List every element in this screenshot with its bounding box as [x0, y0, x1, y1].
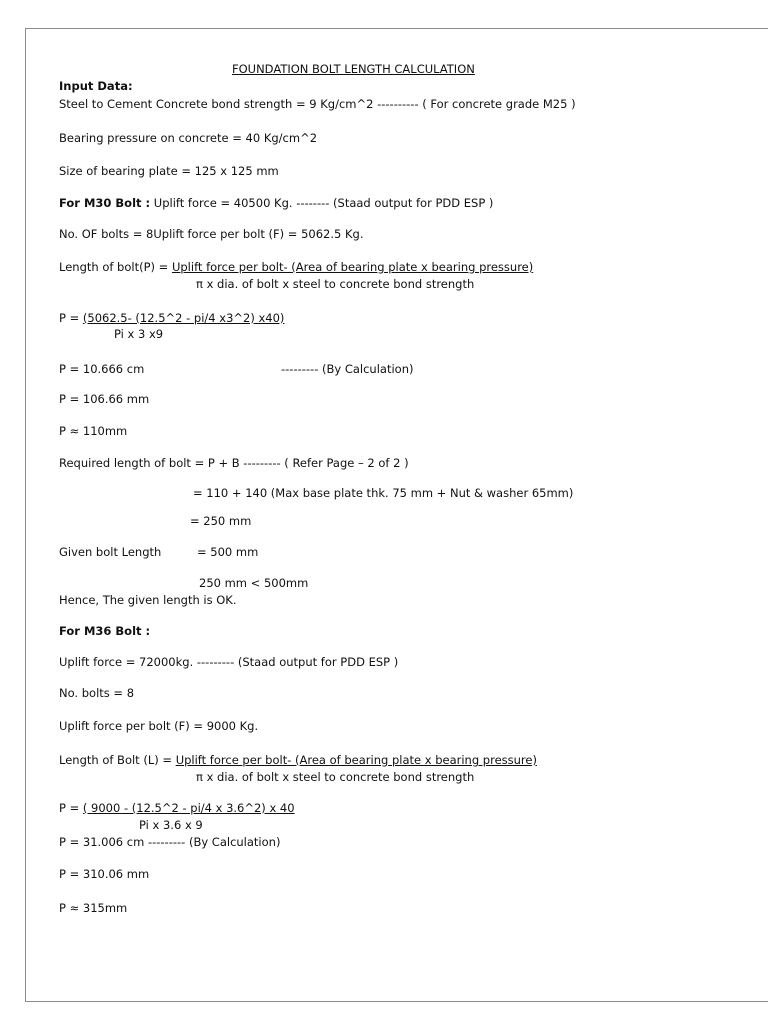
m30-required-length: Required length of bolt = P + B --------- ( Refer Page – 2 of 2 ) — [59, 456, 409, 470]
m30-length-label: Length of bolt(P) = — [59, 260, 172, 274]
m30-p-mm: P = 106.66 mm — [59, 392, 150, 406]
m36-per-bolt: Uplift force per bolt (F) = 9000 Kg. — [59, 719, 259, 733]
m36-p-formula — [59, 801, 295, 815]
m36-bolts-count: No. bolts = 8 — [59, 686, 135, 700]
m30-required-total: = 250 mm — [190, 514, 252, 528]
bond-strength-line: Steel to Cement Concrete bond strength = 9 Kg/cm^2 ---------- ( For concrete grade M25 ) — [59, 97, 576, 111]
plate-size-line: Size of bearing plate = 125 x 125 mm — [59, 164, 279, 178]
m36-length-numerator: Uplift force per bolt- (Area of bearing plate x bearing pressure) — [175, 753, 537, 767]
m36-p-cm: P = 31.006 cm --------- (By Calculation) — [59, 835, 281, 849]
m30-given-value: = 500 mm — [197, 545, 259, 559]
m36-p-numerator: ( 9000 - (12.5^2 - pi/4 x 3.6^2) x 40 — [82, 801, 295, 815]
m30-p-label: P = — [59, 311, 83, 325]
m30-conclusion: Hence, The given length is OK. — [59, 593, 237, 607]
m36-p-denominator: Pi x 3.6 x 9 — [139, 818, 203, 832]
m36-length-denominator: π x dia. of bolt x steel to concrete bond strength — [196, 770, 475, 784]
m36-p-approx: P ≈ 315mm — [59, 901, 128, 915]
m30-length-formula — [59, 260, 533, 274]
m30-required-sum: = 110 + 140 (Max base plate thk. 75 mm + Nut & washer 65mm) — [193, 486, 574, 500]
m36-length-formula — [59, 753, 537, 767]
m30-uplift-text: Uplift force = 40500 Kg. -------- (Staad output for PDD ESP ) — [150, 196, 494, 210]
m36-uplift-line: Uplift force = 72000kg. --------- (Staad output for PDD ESP ) — [59, 655, 399, 669]
m30-p-numerator: (5062.5- (12.5^2 - pi/4 x3^2) x40) — [82, 311, 285, 325]
m36-length-label: Length of Bolt (L) = — [59, 753, 176, 767]
m30-bolts-count: No. OF bolts = 8Uplift force per bolt (F) = 5062.5 Kg. — [59, 227, 364, 241]
m30-p-cm: P = 10.666 cm — [59, 362, 145, 376]
m36-heading: For M36 Bolt : — [59, 624, 151, 638]
m30-length-numerator: Uplift force per bolt- (Area of bearing plate x bearing pressure) — [171, 260, 534, 274]
m30-uplift-line — [59, 196, 493, 210]
m30-p-formula — [59, 311, 284, 325]
m30-given-label: Given bolt Length — [59, 545, 162, 559]
input-data-heading: Input Data: — [59, 79, 133, 93]
m30-p-denominator: Pi x 3 x9 — [114, 327, 164, 341]
m30-p-cm-note: --------- (By Calculation) — [281, 362, 414, 376]
m36-p-mm: P = 310.06 mm — [59, 867, 150, 881]
m30-heading: For M30 Bolt : — [59, 196, 151, 210]
m30-length-denominator: π x dia. of bolt x steel to concrete bond strength — [196, 277, 475, 291]
m36-p-label: P = — [59, 801, 83, 815]
m30-p-approx: P ≈ 110mm — [59, 424, 128, 438]
bearing-pressure-line: Bearing pressure on concrete = 40 Kg/cm^2 — [59, 131, 318, 145]
page-title: FOUNDATION BOLT LENGTH CALCULATION — [232, 62, 475, 76]
m30-compare: 250 mm < 500mm — [199, 576, 309, 590]
